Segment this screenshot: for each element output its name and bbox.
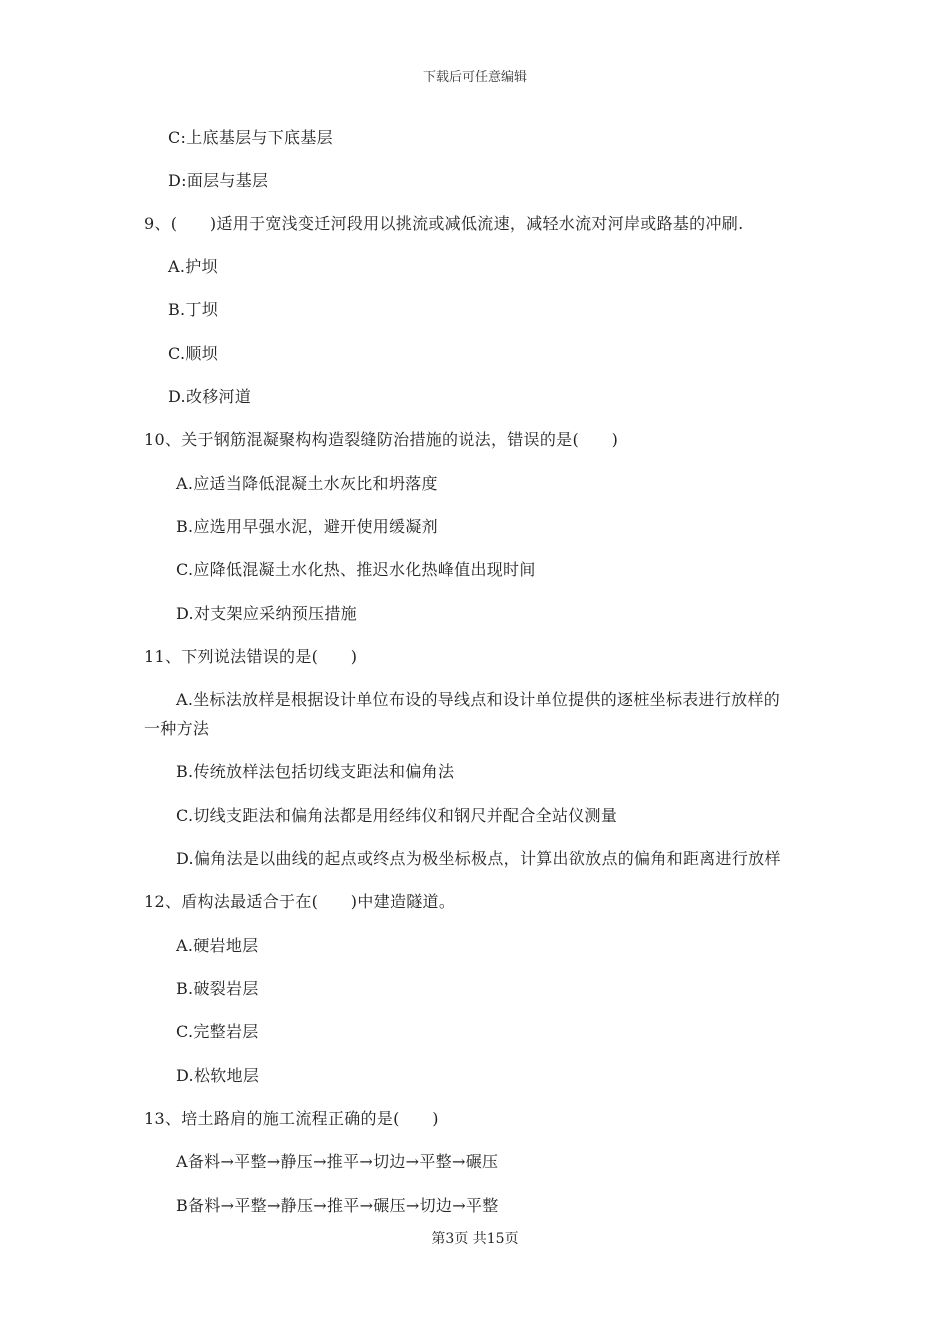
question-9-option-b: B.丁坝	[168, 300, 219, 319]
question-11-stem: 11、下列说法错误的是( )	[144, 647, 358, 666]
page-header: 下载后可任意编辑	[422, 70, 527, 85]
question-12-option-a: A.硬岩地层	[176, 936, 259, 955]
question-13-option-b: B备料→平整→静压→推平→碾压→切边→平整	[176, 1196, 499, 1215]
question-10-option-d: D.对支架应采纳预压措施	[176, 604, 357, 623]
question-12-option-b: B.破裂岩层	[176, 979, 259, 998]
question-9-option-c: C.顺坝	[168, 344, 218, 363]
page-footer: 第3页 共15页	[431, 1231, 519, 1247]
question-9-stem: 9、( )适用于宽浅变迁河段用以挑流或减低流速，减轻水流对河岸或路基的冲刷.	[144, 214, 744, 233]
question-12-stem: 12、盾构法最适合于在( )中建造隧道。	[144, 892, 456, 911]
question-11-option-a-cont: 一种方法	[144, 719, 210, 738]
question-11-option-c: C.切线支距法和偏角法都是用经纬仪和钢尺并配合全站仪测量	[176, 806, 618, 825]
question-9-option-a: A.护坝	[168, 257, 218, 276]
question-10-option-b: B.应选用早强水泥，避开使用缓凝剂	[176, 517, 438, 536]
question-13-option-a: A备料→平整→静压→推平→切边→平整→碾压	[176, 1152, 499, 1171]
question-11-option-d: D.偏角法是以曲线的起点或终点为极坐标极点，计算出欲放点的偏角和距离进行放样	[176, 849, 781, 868]
question-12-option-c: C.完整岩层	[176, 1022, 259, 1041]
question-11-option-a: A.坐标法放样是根据设计单位布设的导线点和设计单位提供的逐桩坐标表进行放样的	[176, 690, 781, 709]
question-13-stem: 13、培土路肩的施工流程正确的是( )	[144, 1109, 439, 1128]
question-10-stem: 10、关于钢筋混凝聚构构造裂缝防治措施的说法，错误的是( )	[144, 430, 619, 449]
option-c: C:上底基层与下底基层	[168, 128, 333, 147]
question-11-option-b: B.传统放样法包括切线支距法和偏角法	[176, 762, 455, 781]
option-d: D:面层与基层	[168, 171, 269, 190]
question-9-option-d: D.改移河道	[168, 387, 252, 406]
question-10-option-c: C.应降低混凝土水化热、推迟水化热峰值出现时间	[176, 560, 536, 579]
question-12-option-d: D.松软地层	[176, 1066, 260, 1085]
question-10-option-a: A.应适当降低混凝土水灰比和坍落度	[176, 474, 438, 493]
